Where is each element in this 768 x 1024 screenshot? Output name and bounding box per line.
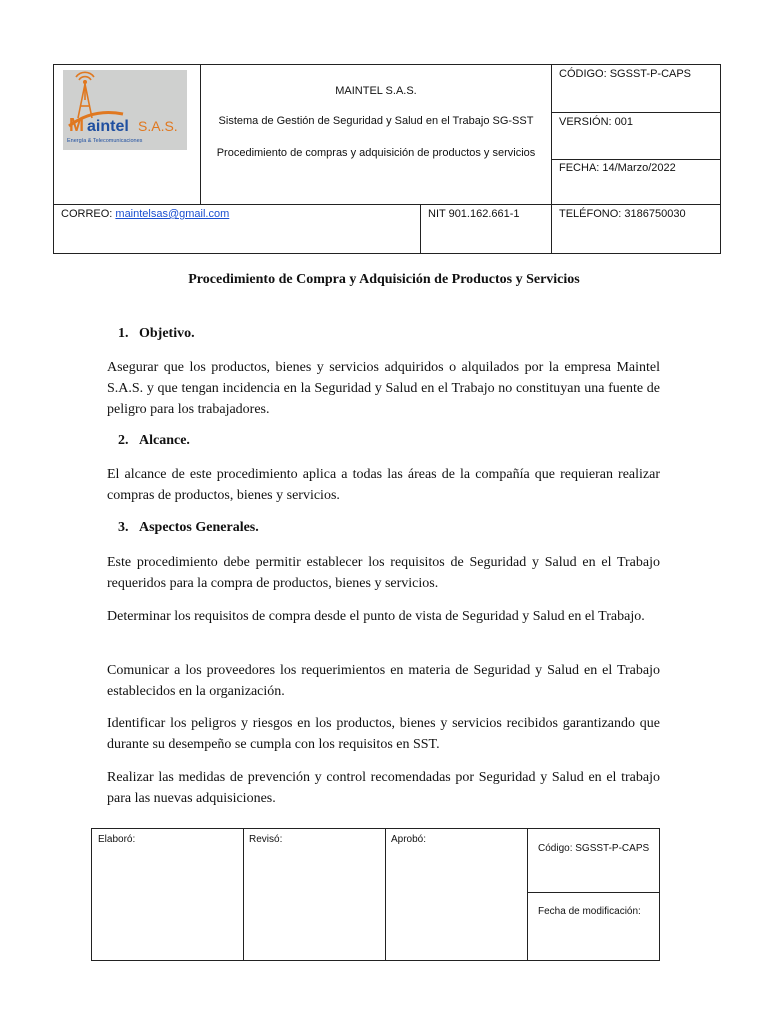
footer-divider	[243, 829, 244, 960]
paragraph: El alcance de este procedimiento aplica a todas las áreas de la compañía que requieran realizar compras de productos, bienes y servicios.	[107, 467, 660, 503]
company-name: MAINTEL S.A.S.	[335, 85, 417, 97]
modification-date-label: Fecha de modificación:	[538, 906, 641, 917]
reviewed-by-label: Revisó:	[249, 834, 283, 845]
document-date: FECHA: 14/Marzo/2022	[559, 162, 676, 174]
footer-divider	[527, 892, 659, 893]
header-divider	[54, 204, 720, 205]
document-header-table	[53, 64, 721, 254]
svg-text:M: M	[69, 115, 84, 135]
section-number: 1.	[118, 326, 129, 341]
document-version: VERSIÓN: 001	[559, 116, 633, 128]
email-cell	[61, 208, 229, 220]
svg-text:S.A.S.: S.A.S.	[138, 118, 178, 134]
paragraph: Asegurar que los productos, bienes y servicios adquiridos o alquilados por la empresa Maintel S.A.S. y que tengan incidencia en la Seguridad y Salud en el Trabajo no constituyan una fuente de peligro para los trabajadores.	[107, 360, 660, 417]
section-heading	[118, 520, 259, 536]
svg-text:Energía & Telecomunicaciones: Energía & Telecomunicaciones	[67, 138, 143, 144]
header-divider	[551, 159, 720, 160]
section-number: 3.	[118, 520, 129, 535]
section-heading	[118, 326, 195, 342]
section-number: 2.	[118, 433, 129, 448]
email-link[interactable]: maintelsas@gmail.com	[115, 208, 230, 220]
section-heading	[118, 433, 190, 449]
header-divider	[551, 112, 720, 113]
procedure-name: Procedimiento de compras y adquisición de productos y servicios	[216, 147, 536, 159]
document-code: CÓDIGO: SGSST-P-CAPS	[559, 68, 692, 80]
paragraph: Comunicar a los proveedores los requerimientos en materia de Seguridad y Salud en el Trabajo establecidos en la organización.	[107, 663, 660, 699]
approval-footer-table	[91, 828, 660, 961]
section-title: Objetivo.	[139, 326, 195, 341]
company-logo	[63, 70, 187, 150]
nit-number: NIT 901.162.661-1	[428, 208, 520, 220]
email-label: CORREO:	[61, 208, 116, 220]
approved-by-label: Aprobó:	[391, 834, 427, 845]
elaborated-by-label: Elaboró:	[98, 834, 136, 845]
paragraph: Este procedimiento debe permitir establecer los requisitos de Seguridad y Salud en el Trabajo requeridos para la compra de productos, bienes y servicios.	[107, 555, 660, 591]
header-divider	[420, 204, 421, 253]
footer-document-code: Código: SGSST-P-CAPS	[538, 843, 650, 854]
section-title: Alcance.	[139, 433, 190, 448]
management-system: Sistema de Gestión de Seguridad y Salud en el Trabajo SG-SST	[218, 115, 534, 127]
paragraph: Identificar los peligros y riesgos en los productos, bienes y servicios recibidos garantizando que durante su desempeño se cumpla con los requisitos en SST.	[107, 716, 660, 752]
phone-number: TELÉFONO: 3186750030	[559, 208, 686, 220]
document-title: Procedimiento de Compra y Adquisición de Productos y Servicios	[188, 272, 580, 287]
maintel-logo-icon	[63, 70, 187, 150]
svg-text:aintel: aintel	[87, 118, 129, 135]
footer-divider	[527, 829, 528, 960]
paragraph: Determinar los requisitos de compra desde el punto de vista de Seguridad y Salud en el Trabajo.	[107, 609, 645, 624]
section-title: Aspectos Generales.	[139, 520, 259, 535]
footer-divider	[385, 829, 386, 960]
paragraph: Realizar las medidas de prevención y control recomendadas por Seguridad y Salud en el trabajo para las nuevas adquisiciones.	[107, 770, 660, 806]
